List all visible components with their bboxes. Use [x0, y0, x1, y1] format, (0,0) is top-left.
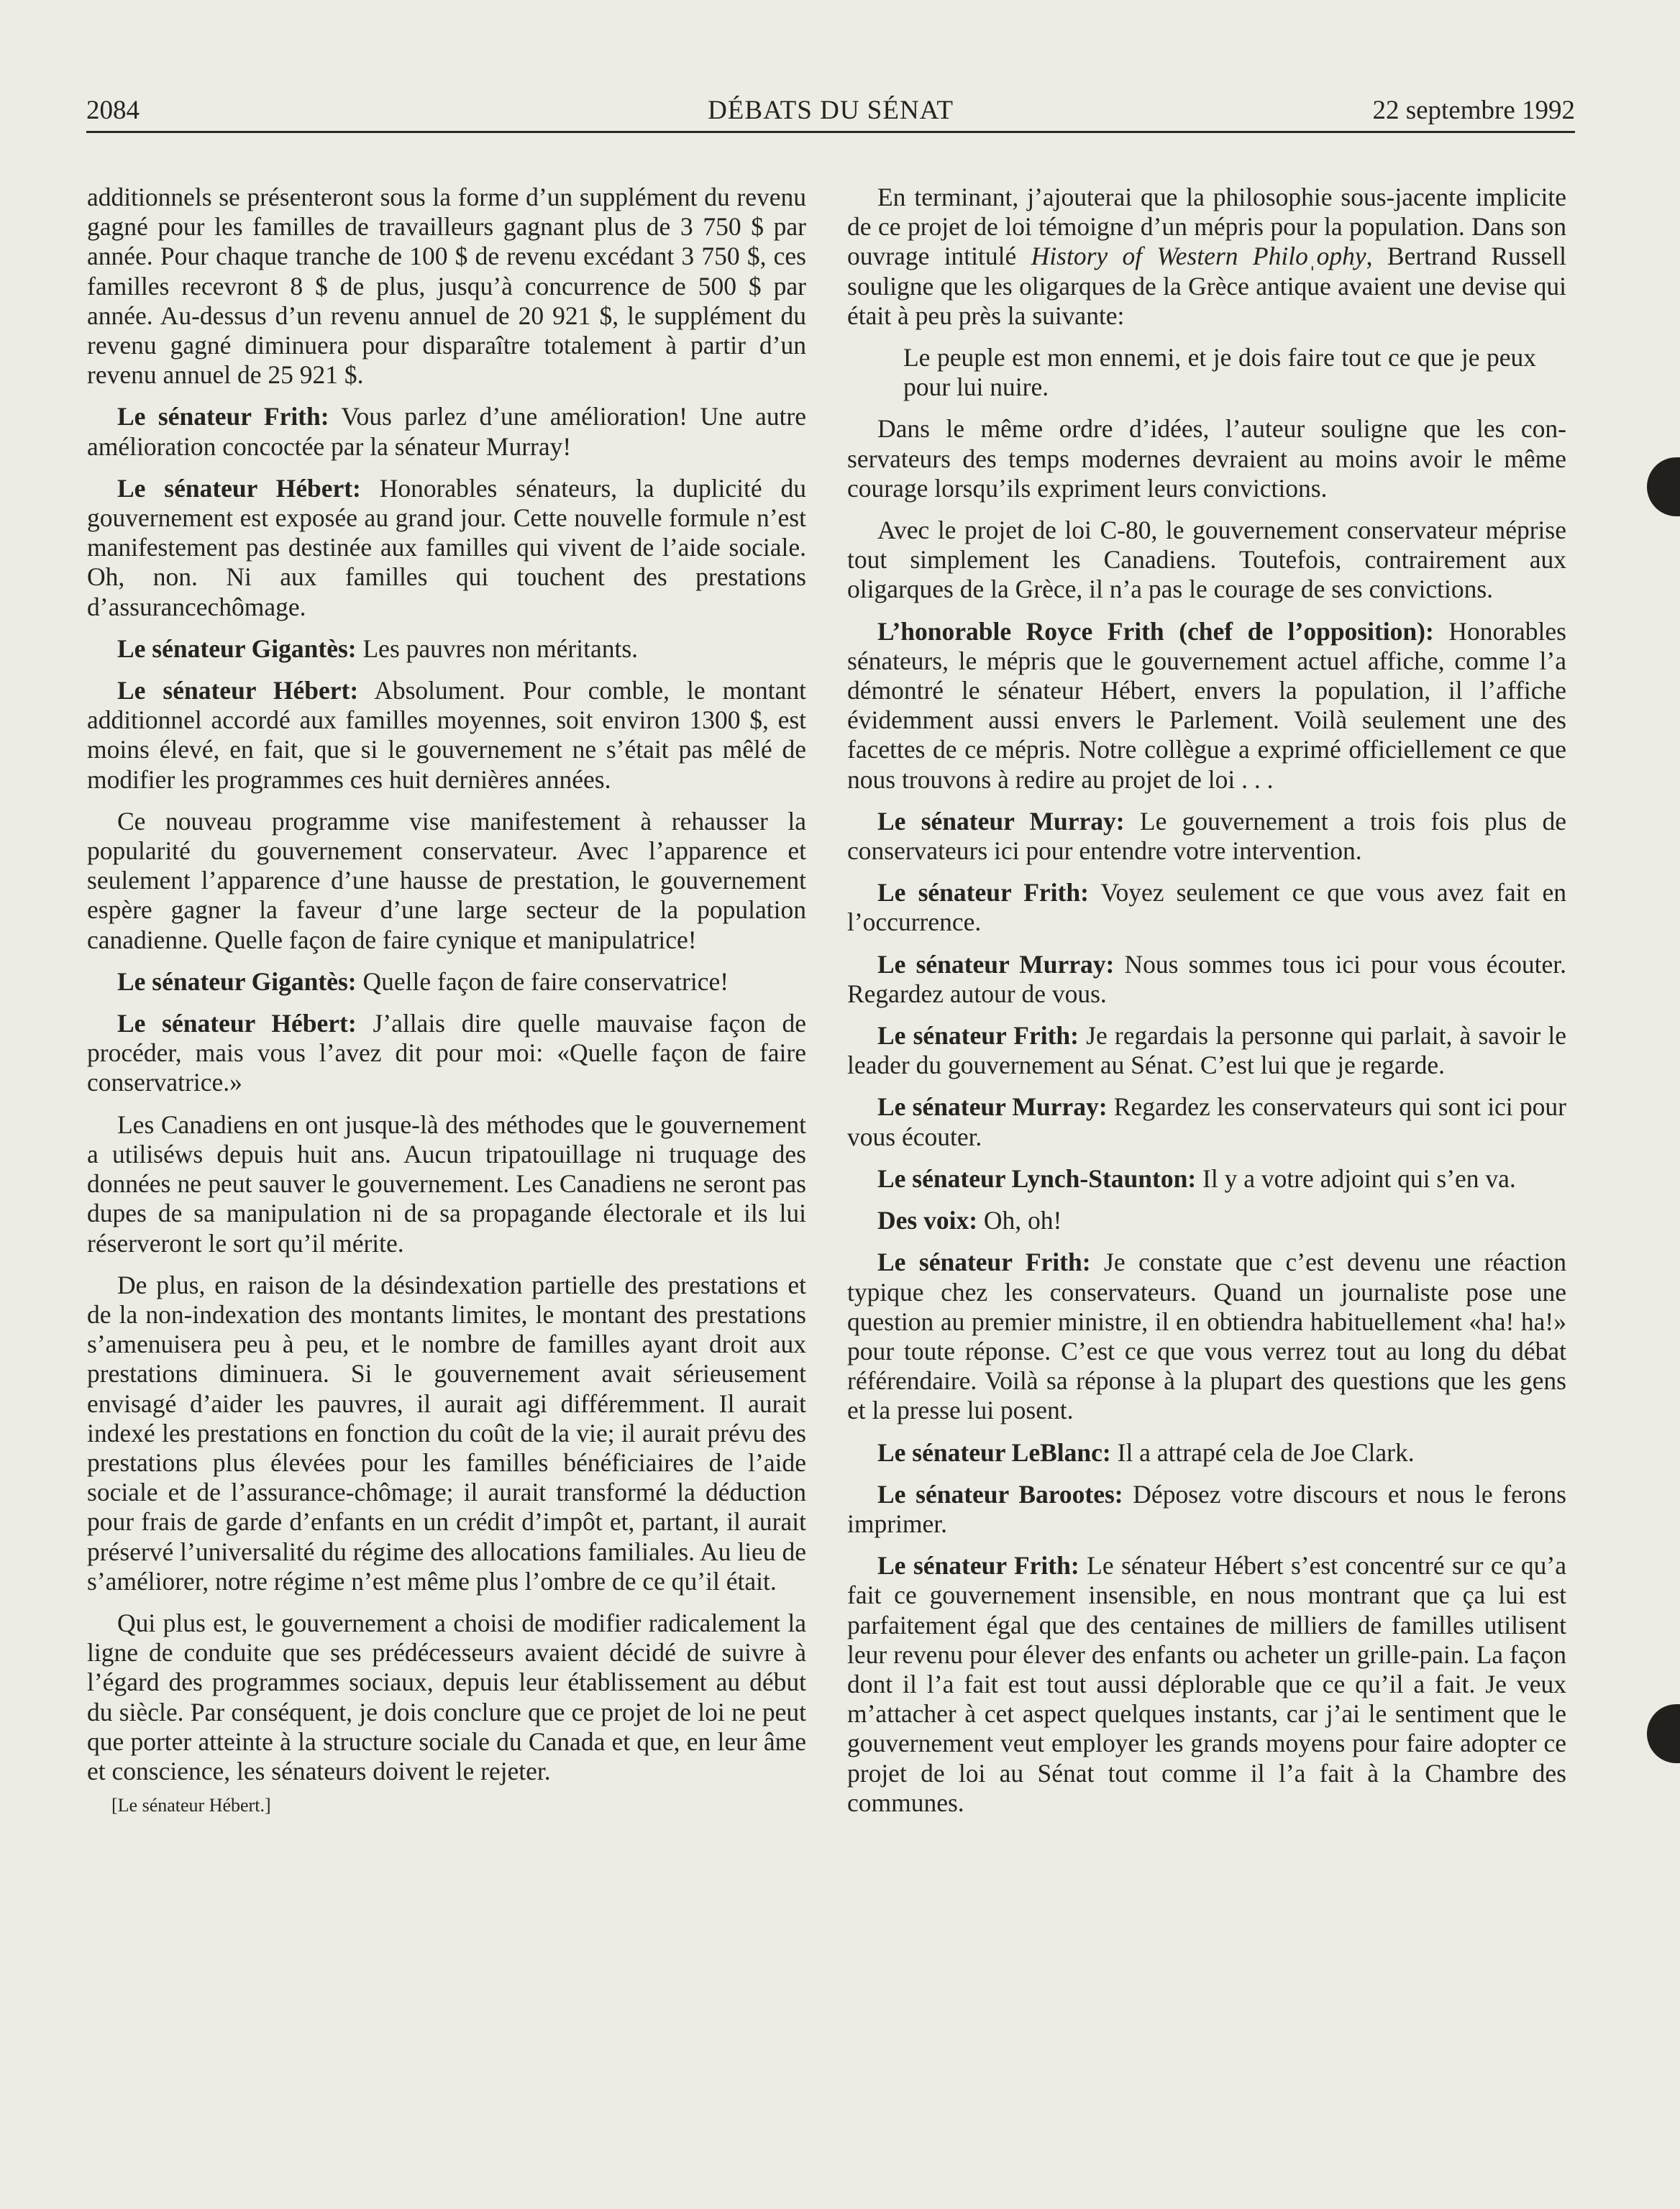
speaker-name: Le sénateur Murray:: [877, 949, 1115, 979]
speaker-name: Le sénateur Frith:: [117, 402, 329, 431]
speaker-name: Le sénateur Lynch-Staunton:: [877, 1163, 1197, 1193]
speaker-name: Le sénateur Hébert:: [117, 473, 361, 503]
block-quote: Le peuple est mon ennemi, et je dois faire tout ce que je peux pour lui nuire.: [903, 343, 1536, 402]
page-number: 2084: [86, 96, 140, 125]
paragraph: Le sénateur Murray: Le gouvernement a trois fois plus de conservateurs ici pour entendre votre intervention.: [847, 806, 1566, 866]
speaker-name: Le sénateur Hébert:: [117, 676, 359, 705]
book-title: History of Western Philoˌophy: [1031, 242, 1366, 271]
binder-tab-mark: [1647, 457, 1680, 516]
speaker-name: Le sénateur Barootes:: [877, 1479, 1123, 1509]
paragraph: Le sénateur Hébert: Absolument. Pour comble, le montant additionnel accordé aux familles moyennes, soit environ 1300 $, est moins élevé, en fait, que si le gouvernement ne s’était pas mêlé de modifier les programmes ces huit dernières années.: [87, 676, 806, 794]
paragraph: additionnels se présenteront sous la forme d’un supplément du revenu gagné pour les familles de travailleurs gagnant plus de 3 750 $ par année. Pour chaque tranche de 100 $ de revenu excédant 3 750 $, ces familles recevront 8 $ de plus, jusqu’à concurrence de 500 $ par année. Au-dessus d’un revenu annuel de 20 921 $, le supplément du revenu gagné diminuera pour disparaître totalement à partir d’un revenu annuel de 25 921 $.: [87, 183, 806, 390]
page-header: [86, 95, 1575, 133]
paragraph: Le sénateur Barootes: Déposez votre discours et nous le ferons imprimer.: [847, 1479, 1566, 1538]
speaker-name: Le sénateur Frith:: [877, 878, 1089, 907]
paragraph: Avec le projet de loi C-80, le gouvernement conservateur méprise tout simplement les Canadiens. Toutefois, contrairement aux oligarques de la Grèce, il n’a pas le courage de ses convictions.: [847, 516, 1566, 604]
paragraph: Dans le même ordre d’idées, l’auteur souligne que les conservateurs des temps modernes devraient au moins avoir le même courage lorsqu’ils expriment leurs convictions.: [847, 414, 1566, 503]
paragraph: Le sénateur Hébert: Honorables sénateurs, la duplicité du gouvernement est exposée au grand jour. Cette nouvelle formule n’est manifestement pas destinée aux familles qui vivent de l’aide sociale. Oh, non. Ni aux familles qui touchent des prestations d’assurancechômage.: [87, 473, 806, 621]
paragraph: En terminant, j’ajouterai que la philosophie sous-jacente implicite de ce projet de loi témoigne d’un mépris pour la population. Dans son ouvrage intitulé History of Western Philoˌophy, Bertrand Russell souligne que les oligarques de la Grèce antique avaient une devise qui était à peu près la suivante:: [847, 183, 1566, 330]
left-column: [87, 183, 806, 1829]
speaker-name: Le sénateur Frith:: [877, 1248, 1091, 1277]
publication-title: DÉBATS DU SÉNAT: [708, 96, 954, 125]
paragraph: Le sénateur Frith: Le sénateur Hébert s’est concentré sur ce qu’a fait ce gouvernement insensible, en nous montrant que ça lui est parfaitement égal que des centaines de milliers de familles utilisent leur revenu pour élever des enfants ou acheter un grille-pain. La façon dont il l’a fait est tout aussi déplorable que ce qu’il a fait. Je veux m’attacher à cet aspect quelques instants, car j’ai le sentiment que le gouvernement veut employer les grands moyens pour faire adopter ce projet de loi au Sénat tout comme il l’a fait à la Chambre des communes.: [847, 1551, 1566, 1817]
speaker-name: Le sénateur Frith:: [877, 1551, 1079, 1581]
paragraph: Le sénateur Frith: Voyez seulement ce que vous avez fait en l’occurrence.: [847, 878, 1566, 937]
speaker-name: Le sénateur Hébert:: [117, 1009, 357, 1038]
speaker-name: Le sénateur Frith:: [877, 1021, 1079, 1051]
paragraph: Le sénateur Frith: Je constate que c’est devenu une réaction typique chez les conservateurs. Quand un journaliste pose une question au premier ministre, il en obtiendra habituellement «ha! ha!» pour toute réponse. C’est ce que vous verrez tout au long du débat référendaire. Voilà sa réponse à la plupart des questions que les gens et la presse lui posent.: [847, 1248, 1566, 1425]
paragraph: De plus, en raison de la désindexation partielle des prestations et de la non-indexation des montants limites, le montant des prestations s’amenuisera peu à peu, et le nombre de familles ayant droit aux prestations diminuera. Si le gouvernement avait sérieusement envisagé d’aider les pauvres, il aurait agi différemment. Il aurait indexé les prestations en fonction du coût de la vie; il aurait prévu des prestations plus élevées pour les familles bénéficiaires de l’aide sociale et de l’assurance-chômage; il aurait transformé la déduction pour frais de garde d’enfants en un crédit d’impôt et, partant, il aurait préservé l’universalité du régime des allocations familiales. Au lieu de s’améliorer, notre régime n’est même plus l’ombre de ce qu’il était.: [87, 1270, 806, 1596]
right-column: [847, 183, 1566, 1830]
speaker-name: Le sénateur Gigantès:: [117, 966, 357, 996]
paragraph: Des voix: Oh, oh!: [877, 1206, 1062, 1235]
speaker-name: Des voix:: [877, 1206, 978, 1235]
paragraph: Qui plus est, le gouvernement a choisi de modifier radicalement la ligne de conduite que ses prédécesseurs avaient décidé de suivre à l’égard des programmes sociaux, depuis leur établissement au début du siècle. Par conséquent, je dois conclure que ce projet de loi ne peut que porter atteinte à la structure sociale du Canada et que, en leur âme et conscience, les sénateurs doivent le rejeter.: [87, 1608, 806, 1785]
paragraph: Le sénateur Murray: Regardez les conservateurs qui sont ici pour vous écouter.: [847, 1092, 1566, 1151]
paragraph: Le sénateur Lynch-Staunton: Il y a votre adjoint qui s’en va.: [877, 1163, 1516, 1193]
paragraph: Le sénateur Gigantès: Les pauvres non méritants.: [117, 634, 639, 663]
paragraph: Le sénateur Frith: Vous parlez d’une amélioration! Une autre amélioration concoctée par la sénateur Murray!: [87, 402, 807, 461]
paragraph: Le sénateur Hébert: J’allais dire quelle mauvaise façon de procéder, mais vous l’avez dit pour moi: «Quelle façon de faire conservatrice.»: [87, 1009, 807, 1097]
speaker-name: Le sénateur Gigantès:: [117, 634, 357, 663]
speaker-name: Le sénateur Murray:: [877, 1092, 1108, 1122]
paragraph: L’honorable Royce Frith (chef de l’opposition): Honorables sénateurs, le mépris que le gouvernement actuel affiche, comme l’a démontré le sénateur Hébert, envers la population, il l’affiche évidemment aussi envers le Parlement. Voilà seulement une des facettes de ce mépris. Notre collègue a exprimé officiellement ce que nous trouvons à redire au projet de loi . . .: [847, 616, 1566, 794]
speaker-name: Le sénateur Murray:: [877, 806, 1125, 836]
speaker-name: L’honorable Royce Frith (chef de l’opposition):: [877, 616, 1434, 646]
paragraph: Le sénateur LeBlanc: Il a attrapé cela de Joe Clark.: [877, 1437, 1415, 1467]
speaker-name: Le sénateur LeBlanc:: [877, 1437, 1111, 1467]
page-date: 22 septembre 1992: [1372, 96, 1575, 125]
paragraph: Le sénateur Frith: Je regardais la personne qui parlait, à savoir le leader du gouvernement au Sénat. C’est lui que je regarde.: [847, 1021, 1566, 1080]
paragraph: Les Canadiens en ont jusque-là des méthodes que le gouvernement a utiliséws depuis huit ans. Aucun tripatouillage ni truquage des données ne peut sauver le gouvernement. Les Canadiens ne seront pas dupes de sa manipulation ni de sa propagande électorale et ils lui réserveront le sort qu’il mérite.: [87, 1110, 806, 1258]
binder-tab-mark: [1647, 1704, 1680, 1763]
speaker-tag: [Le sénateur Hébert.]: [111, 1795, 271, 1816]
paragraph: Ce nouveau programme vise manifestement à rehausser la popularité du gouvernement conservateur. Avec l’apparence et seulement l’apparence d’une hausse de prestation, le gouvernement espère gagner la faveur d’une large secteur de la population canadienne. Quelle façon de faire cynique et manipulatrice!: [87, 806, 806, 954]
paragraph: Le sénateur Murray: Nous sommes tous ici pour vous écouter. Regardez autour de vous.: [847, 949, 1567, 1008]
paragraph: Le sénateur Gigantès: Quelle façon de faire conservatrice!: [117, 966, 729, 996]
